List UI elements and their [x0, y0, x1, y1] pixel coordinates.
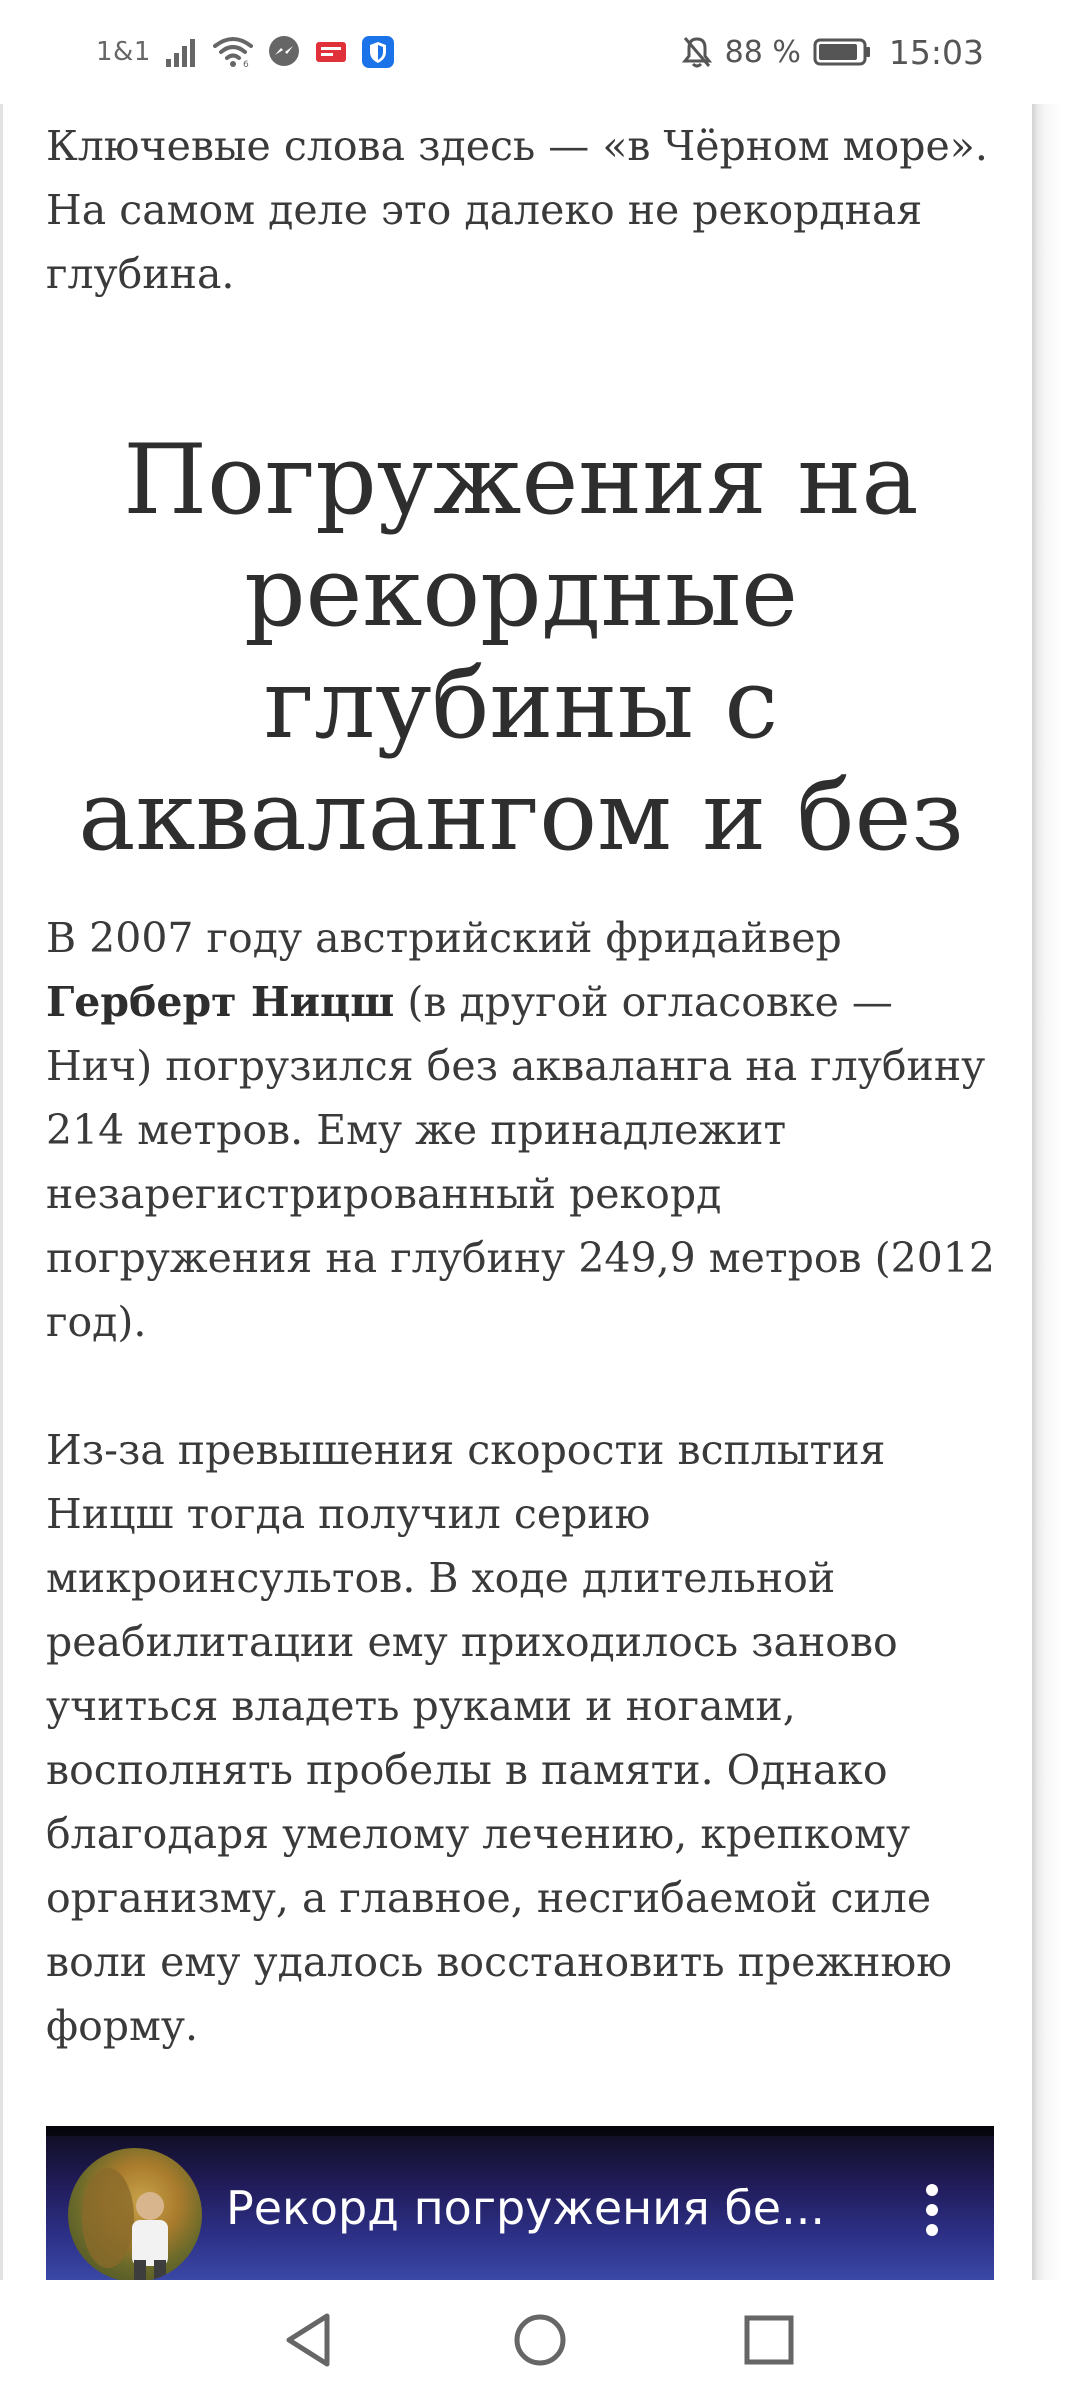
clock: 15:03	[888, 32, 984, 72]
video-top-shade	[46, 2126, 994, 2136]
channel-avatar[interactable]	[68, 2148, 202, 2280]
video-title[interactable]: Рекорд погружения бе...	[226, 2181, 825, 2235]
video-embed[interactable]	[46, 2126, 994, 2280]
status-bar-right	[681, 30, 984, 74]
messenger-icon	[267, 35, 301, 69]
article-paragraph-3: Из-за превышения скорости всплытия Ницш тогда получил серию микроинсультов. В ходе длительной реабилитации ему приходилось заново учиться владеть руками и ногами, восполнять пробелы в памяти. Однако благодаря умелому лечению, крепкому организму, а главное, несгибаемой силе воли ему удалось восстановить прежнюю форму.	[46, 1426, 952, 2050]
signal-icon	[165, 37, 199, 67]
more-options-icon[interactable]	[908, 2174, 956, 2246]
home-icon[interactable]	[506, 2306, 574, 2374]
page-left-border	[0, 104, 3, 2280]
status-bar	[0, 0, 1080, 104]
carrier-label: 1&1	[96, 37, 151, 67]
paragraph-2-suffix: (в другой огласовке — Нич) погрузился без акваланга на глубину 214 метров. Ему же принадлежит незарегистрированный рекорд погружения на глубину 249,9 метров (2012 год).	[46, 978, 995, 1346]
article-paragraph-1: Ключевые слова здесь — «в Чёрном море». На самом деле это далеко не рекордная глубина.	[46, 122, 988, 298]
bell-off-icon	[681, 35, 713, 69]
article-body	[46, 104, 996, 2058]
freediver-name: Герберт Ницш	[46, 978, 395, 1026]
battery-icon	[813, 37, 871, 67]
wifi-icon	[213, 36, 253, 68]
paragraph-2-prefix: В 2007 году австрийский фридайвер	[46, 914, 842, 962]
shield-app-icon	[361, 35, 395, 69]
article-paragraph-2	[46, 906, 996, 1354]
svg-text:6: 6	[242, 60, 249, 68]
battery-percent: 88 %	[724, 34, 801, 70]
recents-icon[interactable]	[735, 2306, 803, 2374]
scroll-gutter	[1032, 104, 1080, 2280]
news-app-icon	[315, 39, 347, 65]
section-heading: Погружения на рекордные глубины с аквалангом и без	[78, 424, 964, 872]
status-bar-left	[96, 30, 395, 74]
navigation-bar	[0, 2280, 1080, 2400]
back-icon[interactable]	[275, 2306, 343, 2374]
